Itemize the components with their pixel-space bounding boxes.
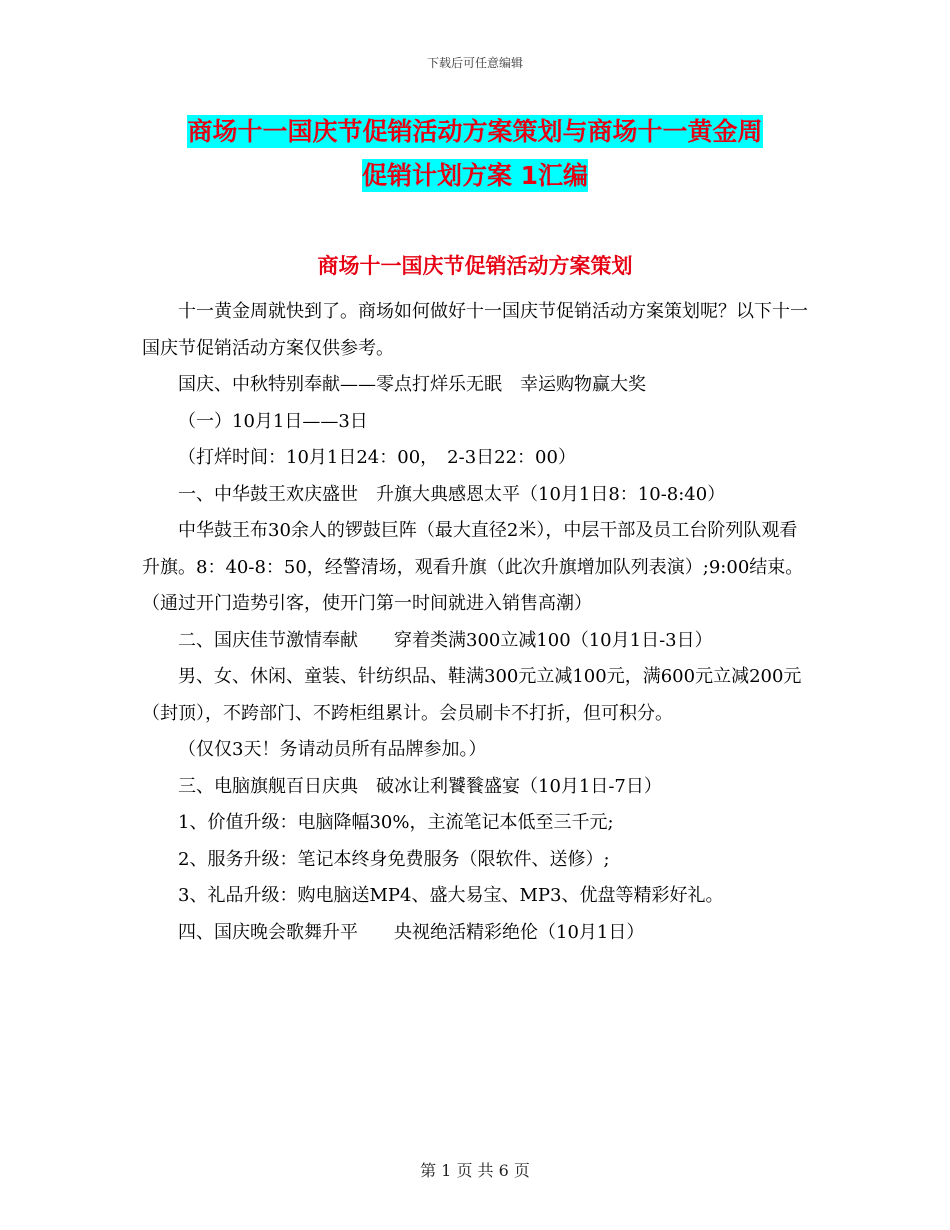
- paragraph: 2、服务升级：笔记本终身免费服务（限软件、送修）;: [178, 848, 610, 870]
- document-title: [140, 110, 810, 198]
- paragraph: 3、礼品升级：购电脑送MP4、盛大易宝、MP3、优盘等精彩好礼。: [178, 885, 724, 906]
- page-footer: 第 1 页 共 6 页: [420, 1161, 530, 1180]
- paragraph: 中华鼓王布30余人的锣鼓巨阵（最大直径2米），中层干部及员工台阶列队观看升旗。8：40-8：50，经警清场，观看升旗（此次升旗增加队列表演）;9:00结束。（通过开门造势引客，使开门第一时间就进入销售高潮）: [142, 520, 804, 614]
- section-title: 商场十一国庆节促销活动方案策划: [317, 254, 633, 278]
- paragraph: 男、女、休闲、童装、针纺织品、鞋满300元立减100元，满600元立减200元（封顶），不跨部门、不跨柜组累计。会员刷卡不打折，但可积分。: [142, 666, 802, 724]
- paragraph: 二、国庆佳节激情奉献 穿着类满300立减100（10月1日-3日）: [178, 629, 713, 651]
- paragraph: 国庆、中秋特别奉献——零点打烊乐无眠 幸运购物赢大奖: [178, 374, 646, 395]
- paragraph: 一、中华鼓王欢庆盛世 升旗大典感恩太平（10月1日8：10-8:40）: [178, 483, 726, 505]
- paragraph: 1、价值升级：电脑降幅30%，主流笔记本低至三千元;: [178, 812, 614, 833]
- paragraph: 三、电脑旗舰百日庆典 破冰让利饕餮盛宴（10月1日-7日）: [178, 775, 662, 797]
- paragraph: 十一黄金周就快到了。商场如何做好十一国庆节促销活动方案策划呢？以下十一国庆节促销活动方案仅供参考。: [142, 301, 808, 359]
- header-note: 下载后可任意编辑: [426, 56, 523, 70]
- paragraph: 四、国庆晚会歌舞升平 央视绝活精彩绝伦（10月1日）: [178, 921, 645, 943]
- body-text: [142, 294, 810, 951]
- document-title-line-1: 商场十一国庆节促销活动方案策划与商场十一黄金周: [187, 117, 763, 146]
- paragraph: （打烊时间：10月1日24：00， 2-3日22：00）: [178, 447, 576, 468]
- paragraph: （一）10月1日——3日: [178, 410, 368, 432]
- document-title-line-2: 促销计划方案 1汇编: [361, 161, 589, 190]
- paragraph: （仅仅3天！务请动员所有品牌参加。）: [178, 739, 487, 760]
